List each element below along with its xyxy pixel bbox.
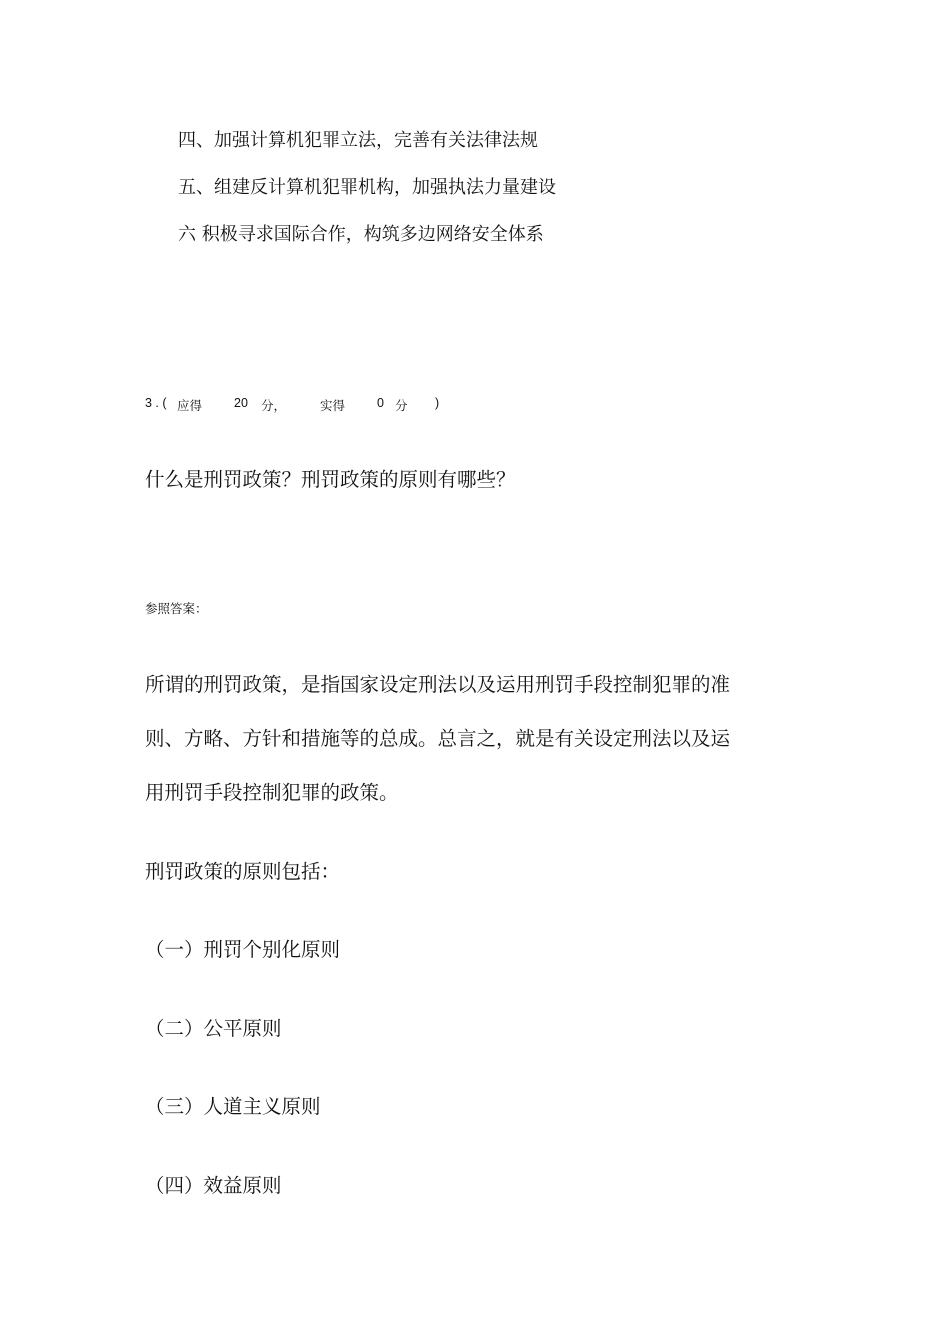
score-close-paren: ) bbox=[435, 396, 440, 410]
got-score-label: 实得 bbox=[320, 399, 346, 413]
principles-intro: 刑罚政策的原则包括： bbox=[145, 860, 341, 883]
previous-answer-item-4: 四、加强计算机犯罪立法，完善有关法律法规 bbox=[178, 130, 538, 151]
previous-answer-item-5: 五、组建反计算机犯罪机构，加强执法力量建设 bbox=[178, 177, 556, 198]
got-score-unit: 分 bbox=[395, 399, 408, 413]
answer-paragraph-line: 用刑罚手段控制犯罪的政策。 bbox=[145, 781, 399, 804]
due-score-label: 应得 bbox=[177, 399, 203, 413]
answer-paragraph-line: 所谓的刑罚政策，是指国家设定刑法以及运用刑罚手段控制犯罪的准 bbox=[145, 673, 731, 696]
principle-item: （三）人道主义原则 bbox=[145, 1095, 321, 1118]
reference-answer-label: 参照答案： bbox=[145, 601, 208, 616]
previous-answer-item-6: 六 积极寻求国际合作，构筑多边网络安全体系 bbox=[178, 224, 544, 245]
principle-item: （一）刑罚个别化原则 bbox=[145, 938, 341, 961]
question-text: 什么是刑罚政策？刑罚政策的原则有哪些？ bbox=[145, 468, 516, 491]
principle-item: （二）公平原则 bbox=[145, 1017, 282, 1040]
got-score-value: 0 bbox=[377, 396, 384, 410]
question-score-line bbox=[145, 396, 465, 412]
principle-item: （四）效益原则 bbox=[145, 1174, 282, 1197]
due-score-value: 20 bbox=[234, 396, 248, 410]
answer-paragraph-line: 则、方略、方针和措施等的总成。总言之，就是有关设定刑法以及运 bbox=[145, 727, 731, 750]
question-number: 3 . ( bbox=[145, 396, 167, 410]
due-score-unit: 分， bbox=[261, 399, 287, 413]
